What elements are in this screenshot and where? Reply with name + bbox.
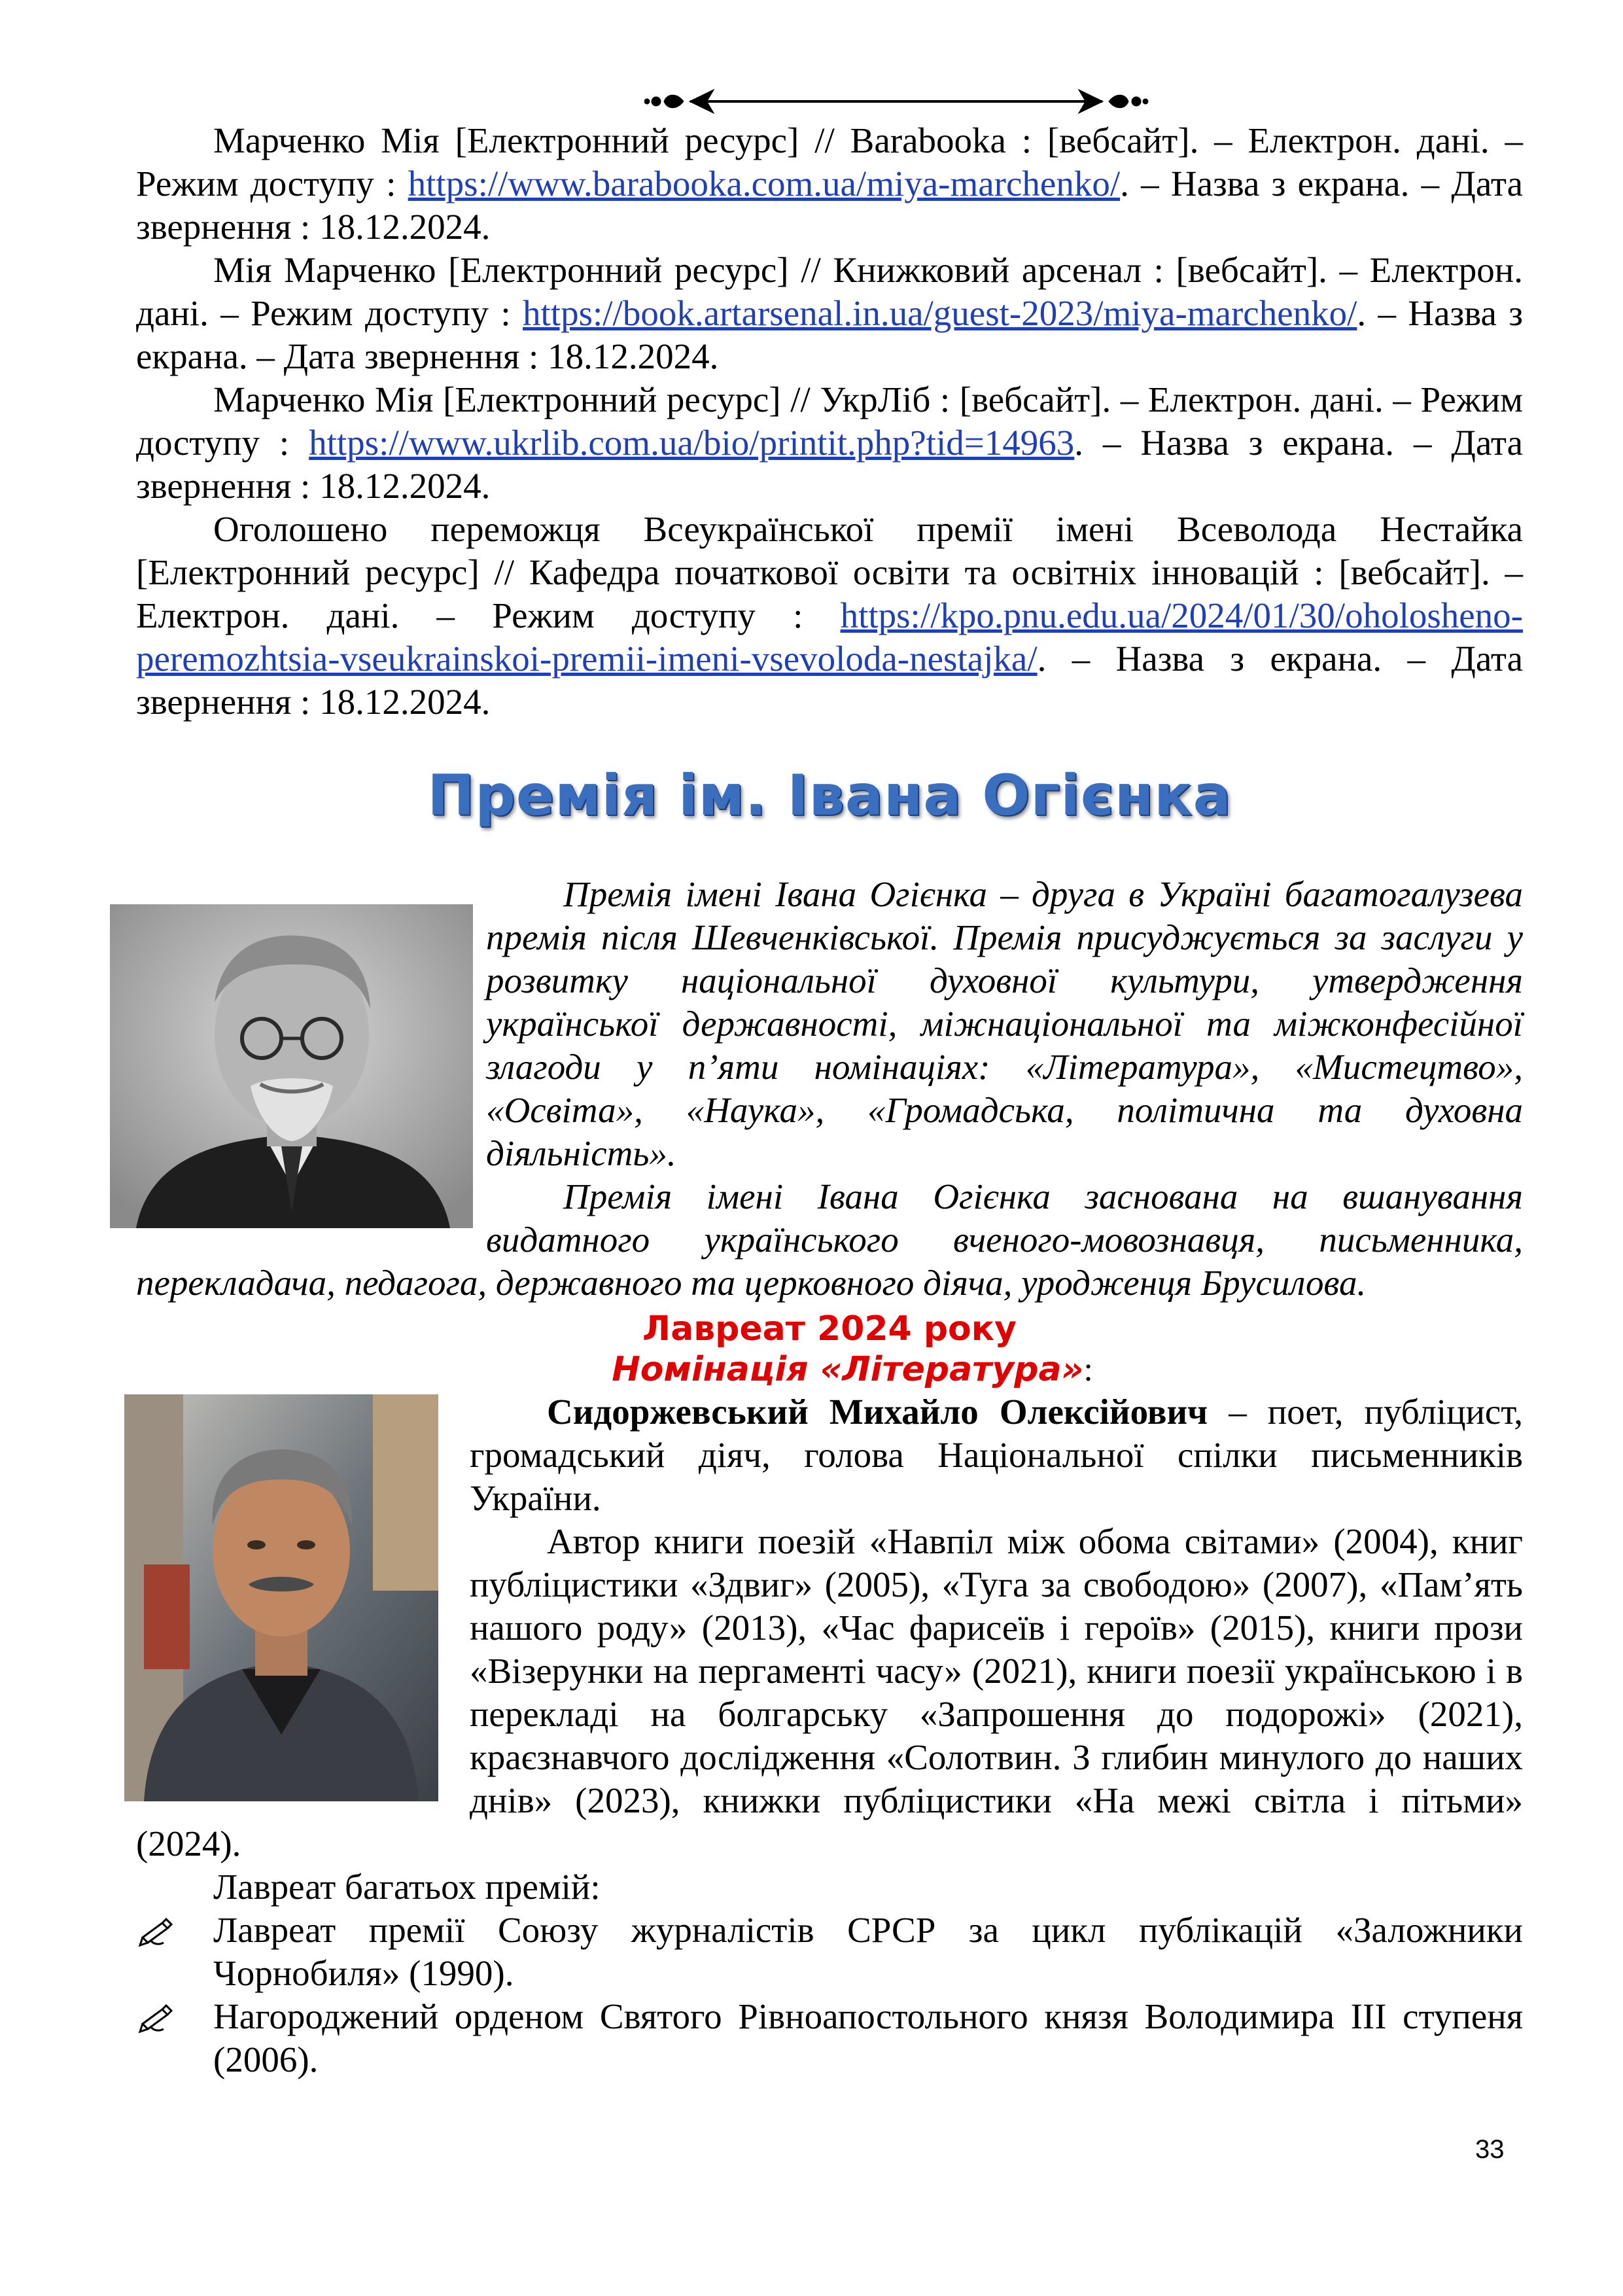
list-item: Нагороджений орденом Святого Рівноапостольного князя Володимира III ступеня (2006). (213, 1995, 1523, 2081)
prize-founding: Премія імені Івана Огієнка заснована на вшанування видатного українського вченого-мовознавця, письменника, перекладача, педагога, державного та церковного діяча, уродженця Брусилова. (136, 1176, 1523, 1303)
awards-list (136, 1909, 1523, 2081)
prize-description: Премія імені Івана Огієнка – друга в Україні багатогалузева премія після Шевченківської. Премія присуджується за заслуги у розвитку національної духовної культури, утвердження української державності, міжнаціональної та міжконфесійної злагоди у п’яти номінаціях: «Література», «Мистецтво», «Освіта», «Наука», «Громадська, політична та духовна діяльність». (486, 874, 1523, 1173)
laureate-block (136, 1390, 1523, 1865)
ornament-divider-icon (644, 85, 1155, 118)
ogienko-prize-intro (136, 841, 1523, 1305)
nomination-label: Номінація «Література» (612, 1350, 1084, 1389)
list-item: Лавреат премії Союзу журналістів СРСР за цикл публікацій «Заложники Чорнобиля» (1990). (213, 1909, 1523, 1995)
page-content (136, 119, 1523, 2081)
reference-entry: Мія Марченко [Електронний ресурс] // Книжковий арсенал : [вебсайт]. – Електрон. дані. – Режим доступу : https://book.artarsenal.in.ua/guest-2023/miya-marchenko/. – Назва з екрана. – Дата звернення : 18.12.2024. (136, 250, 1523, 376)
section-heading: Премія ім. Івана Огієнка (427, 763, 1232, 828)
page-number: 33 (1475, 2135, 1505, 2164)
laureate-works: Автор книги поезій «Навпіл між обома світами» (2004), книг публіцистики «Здвиг» (2005), «Туга за свободою» (2007), «Пам’ять нашого роду» (2013), «Час фарисеїв і героїв» (2015), книги прози «Візерунки на пергаменті часу» (2021), книги поезії українською і в перекладі на болгарську «Запрошення до подорожі» (2021), краєзнавчого дослідження «Солотвин. З глибин минулого до наших днів» (2023), книжки публіцистики «На межі світла і пітьми» (2024). (136, 1521, 1523, 1863)
ivan-ogienko-portrait (110, 904, 473, 1228)
reference-entry: Оголошено переможця Всеукраїнської премії імені Всеволода Нестайка [Електронний ресурс] // Кафедра початкової освіти та освітніх інновацій : [вебсайт]. – Електрон. дані. – Режим доступу : https://kpo.pnu.edu.ua/2024/01/30/oholosheno-peremozhtsia-vseukrainskoi-premii-imeni-vsevoloda-nestajka/. – Назва з екрана. – Дата звернення : 18.12.2024. (136, 509, 1523, 722)
reference-link[interactable]: https://www.ukrlib.com.ua/bio/printit.php?tid=14963 (309, 423, 1075, 463)
reference-entry: Марченко Мія [Електронний ресурс] // Barabooka : [вебсайт]. – Електрон. дані. – Режим доступу : https://www.barabooka.com.ua/miya-marchenko/. – Назва з екрана. – Дата звернення : 18.12.2024. (136, 120, 1523, 247)
writing-hand-icon (136, 1909, 175, 1952)
awards-intro: Лавреат багатьох премій: (213, 1867, 601, 1907)
laureate-name: Сидоржевський Михайло Олексійович (547, 1392, 1208, 1432)
laureate-year-title: Лавреат 2024 року (642, 1309, 1017, 1349)
mykhailo-sydorzhevskyi-portrait (124, 1394, 438, 1801)
writing-hand-icon (136, 1995, 175, 2038)
nomination-colon: : (1083, 1351, 1093, 1388)
reference-link[interactable]: https://book.artarsenal.in.ua/guest-2023/miya-marchenko/ (523, 293, 1357, 333)
nomination-title (136, 1349, 1523, 1390)
reference-link[interactable]: https://kpo.pnu.edu.ua/2024/01/30/oholosheno-peremozhtsia-vseukrainskoi-premii-imeni-vsevoloda-nestajka/ (136, 595, 1523, 679)
reference-link[interactable]: https://www.barabooka.com.ua/miya-marchenko/ (408, 164, 1121, 203)
reference-entry: Марченко Мія [Електронний ресурс] // УкрЛіб : [вебсайт]. – Електрон. дані. – Режим доступу : https://www.ukrlib.com.ua/bio/printit.php?tid=14963. – Назва з екрана. – Дата звернення : 18.12.2024. (136, 380, 1523, 506)
laureate-bio: Сидоржевський Михайло Олексійович – поет, публіцист, громадський діяч, голова Національної спілки письменників України. (470, 1392, 1523, 1518)
